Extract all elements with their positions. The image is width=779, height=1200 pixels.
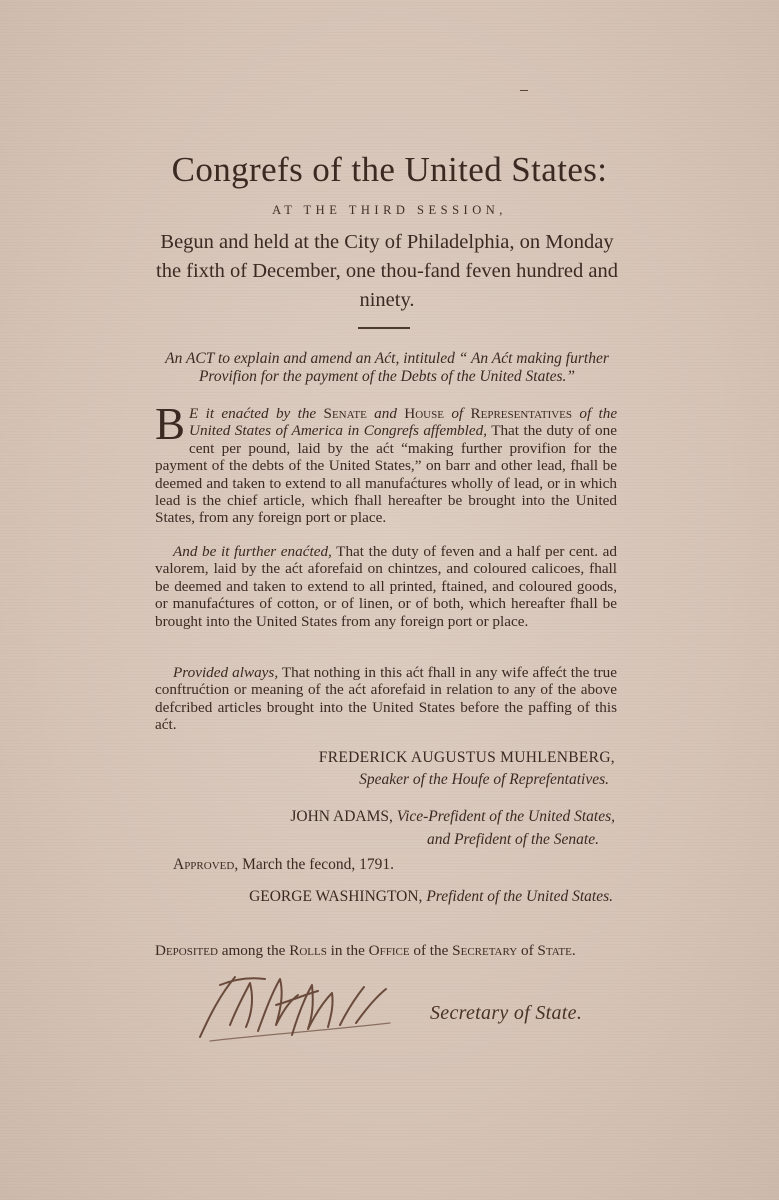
state-word: State. [537, 942, 576, 959]
speaker-title: Speaker of the Houfe of Reprefentatives. [359, 771, 609, 788]
paragraph-lead: Provided always, [173, 664, 279, 681]
section-divider [358, 327, 410, 329]
vice-president-line [290, 808, 615, 826]
paragraph-lead: And be it further enaćted, [173, 543, 332, 560]
proviso-paragraph [155, 664, 617, 734]
and-word: and [374, 405, 397, 422]
enacting-paragraph [155, 399, 618, 527]
deposit-text: in the [330, 942, 365, 959]
secretary-word: Secretary [452, 942, 518, 959]
approved-label: Approved, [173, 856, 239, 873]
secretary-of-state-title: Secretary of State. [430, 1002, 583, 1024]
deposit-text: of the [413, 942, 449, 959]
deposit-text: of [520, 942, 534, 959]
enacting-clause: E it enaćted by the [189, 405, 317, 422]
president-name: GEORGE WASHINGTON, [249, 888, 423, 905]
approval-line [173, 856, 394, 874]
deposited-word: Deposited [155, 942, 218, 959]
paragraph-body: That the duty of feven and a half per cent. ad valorem, laid by the aćt aforefaid on chintzes, and coloured calicoes, fhall be deemed and taken to extend to all printed, ftained, and coloured goods, or manufaćtures of cotton, or of linen, or of both, which hereafter fhall be brought into the United States from any foreign port or place. [155, 543, 617, 630]
senate-president-title: and Prefident of the Senate. [426, 831, 599, 848]
paragraph-body: That the duty of one cent per pound, laid by the aćt “making further provifion for the payment of the debts of the United States,” on barr and other lead, fhall be deemed and taken to extend to all manufaćtures wholly of lead, or in which lead is the chief article, which fhall hereafter be brought into the United States, from any foreign port or place. [155, 422, 617, 527]
act-title: An ACT to explain and amend an Aćt, intituled “ An Aćt making further Provifion for the payment of the Debts of the United States.” [165, 350, 609, 385]
congress-assembled: the United States of America in Congrefs affembled, [189, 405, 618, 440]
house-word: House [404, 405, 444, 422]
begun-statement: Begun and held at the City of Philadelphia, on Monday the fixth of December, one thou-fand feven hundred and ninety. [156, 231, 618, 311]
session-heading: AT THE THIRD SESSION, [272, 203, 507, 217]
approved-date: March the fecond, 1791. [242, 856, 395, 873]
of-word-2: of [579, 405, 592, 422]
speaker-name: FREDERICK AUGUSTUS MUHLENBERG, [318, 749, 615, 766]
office-word: Office [368, 942, 410, 959]
document-title: Congrefs of the United States: [171, 150, 608, 189]
jefferson-signature [180, 965, 420, 1045]
drop-cap: B [155, 399, 186, 449]
president-line [249, 888, 613, 906]
representatives-word: Representatives [470, 405, 573, 422]
deposit-text: among the [221, 942, 286, 959]
of-word: of [451, 405, 464, 422]
vice-president-name: JOHN ADAMS, [290, 808, 393, 825]
rolls-word: Rolls [289, 942, 327, 959]
deposit-statement [155, 942, 615, 959]
second-paragraph [155, 543, 617, 630]
vice-president-title: Vice-Prefident of the United States, [396, 808, 615, 825]
senate-word: Senate [323, 405, 367, 422]
paragraph-body: That nothing in this aćt fhall in any wife affećt the true conftrućtion or meaning of the aćt aforefaid in relation to any of the above defcribed articles brought into the United States before the paffing of this aćt. [155, 664, 617, 734]
paper-mark [520, 90, 528, 91]
president-title: Prefident of the United States. [426, 888, 613, 905]
